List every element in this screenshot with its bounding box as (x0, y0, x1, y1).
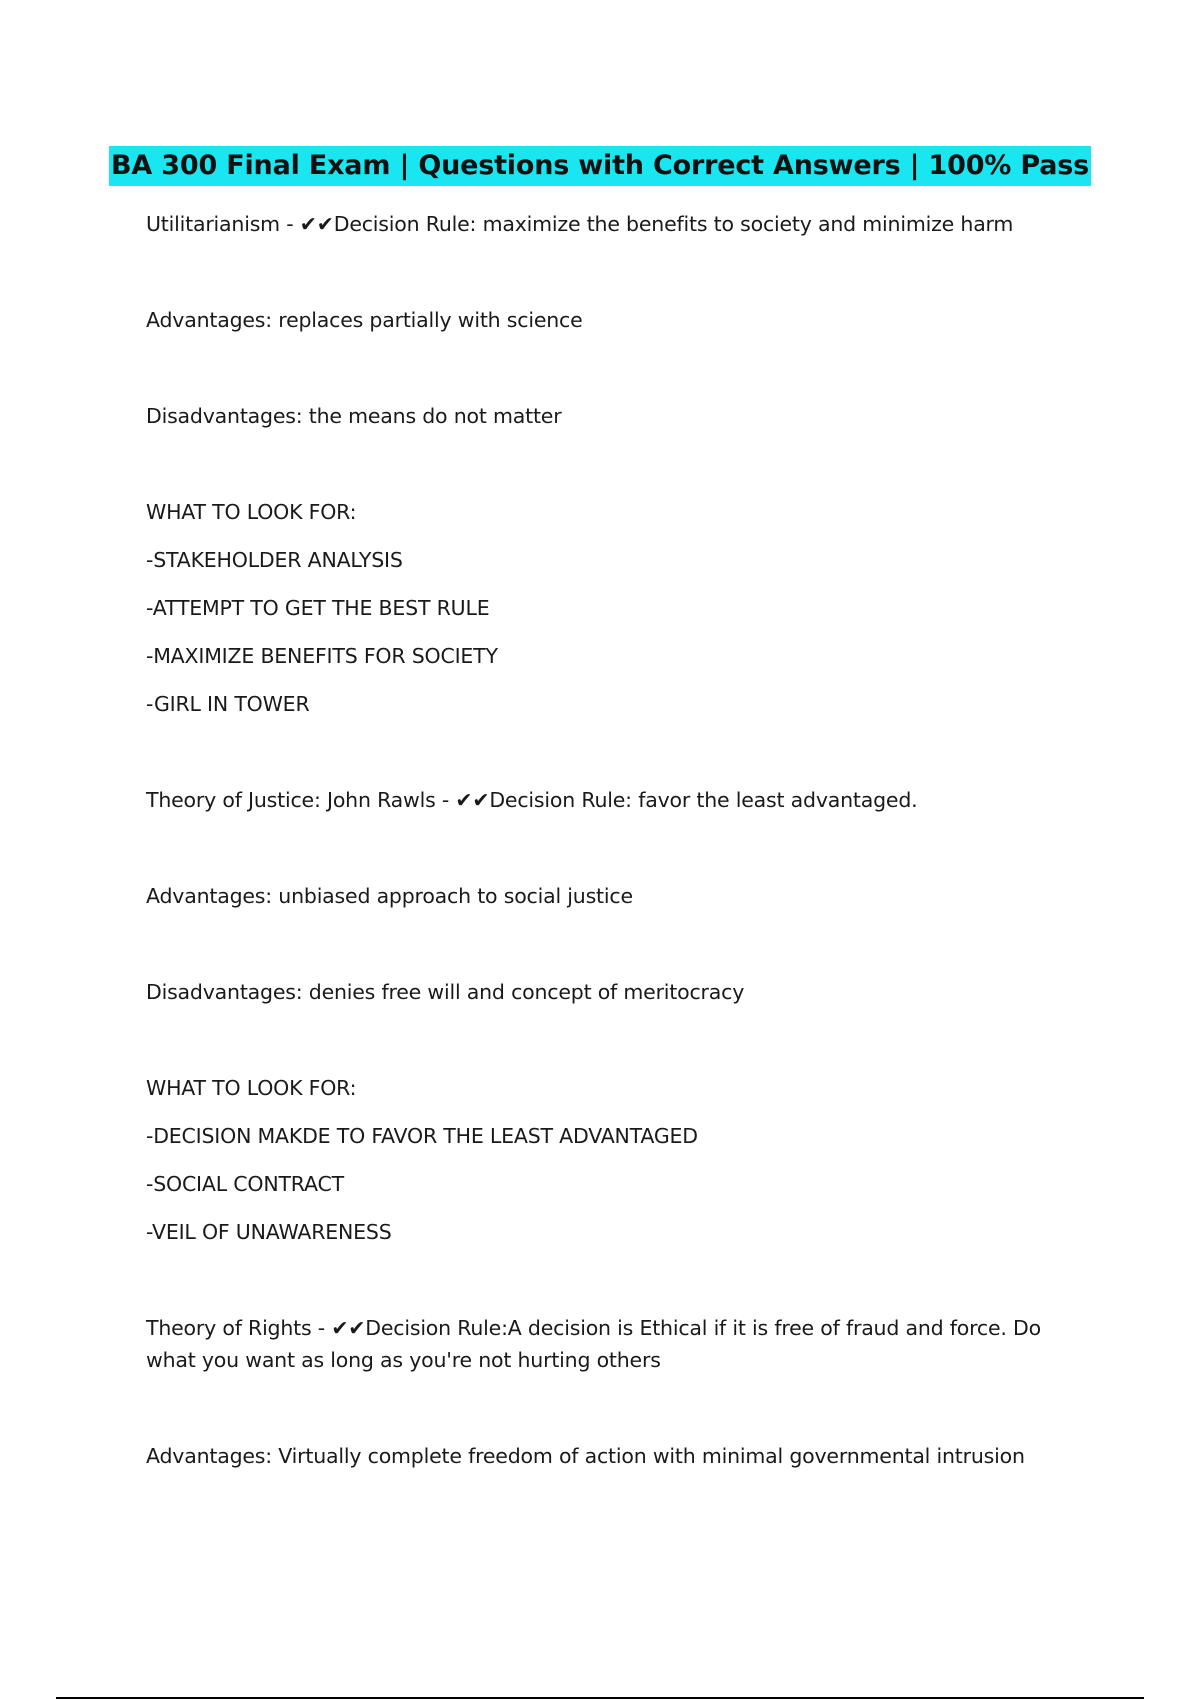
justice-disadvantages: Disadvantages: denies free will and concept of meritocracy (146, 980, 745, 1004)
utilitarianism-item: -GIRL IN TOWER (146, 692, 310, 716)
utilitarianism-item: -STAKEHOLDER ANALYSIS (146, 548, 403, 572)
justice-look-for: WHAT TO LOOK FOR: (146, 1076, 357, 1100)
document-title: BA 300 Final Exam | Questions with Correct Answers | 100% Pass (109, 146, 1091, 186)
document-body (146, 208, 1046, 1472)
rights-term: Theory of Rights - ✔✔Decision Rule:A decision is Ethical if it is free of fraud and force. Do what you want as long as you're not hurting others (146, 1316, 1041, 1372)
rights-advantages: Advantages: Virtually complete freedom of action with minimal governmental intrusion (146, 1444, 1025, 1468)
title-container (0, 146, 1200, 186)
utilitarianism-look-for: WHAT TO LOOK FOR: (146, 500, 357, 524)
justice-item: -SOCIAL CONTRACT (146, 1172, 344, 1196)
utilitarianism-term: Utilitarianism - ✔✔Decision Rule: maximize the benefits to society and minimize harm (146, 212, 1014, 236)
footer-divider (56, 1697, 1144, 1699)
justice-term: Theory of Justice: John Rawls - ✔✔Decision Rule: favor the least advantaged. (146, 788, 918, 812)
utilitarianism-item: -MAXIMIZE BENEFITS FOR SOCIETY (146, 644, 498, 668)
utilitarianism-disadvantages: Disadvantages: the means do not matter (146, 404, 562, 428)
justice-advantages: Advantages: unbiased approach to social justice (146, 884, 633, 908)
justice-item: -DECISION MAKDE TO FAVOR THE LEAST ADVANTAGED (146, 1124, 698, 1148)
utilitarianism-item: -ATTEMPT TO GET THE BEST RULE (146, 596, 490, 620)
justice-item: -VEIL OF UNAWARENESS (146, 1220, 392, 1244)
utilitarianism-advantages: Advantages: replaces partially with science (146, 308, 583, 332)
